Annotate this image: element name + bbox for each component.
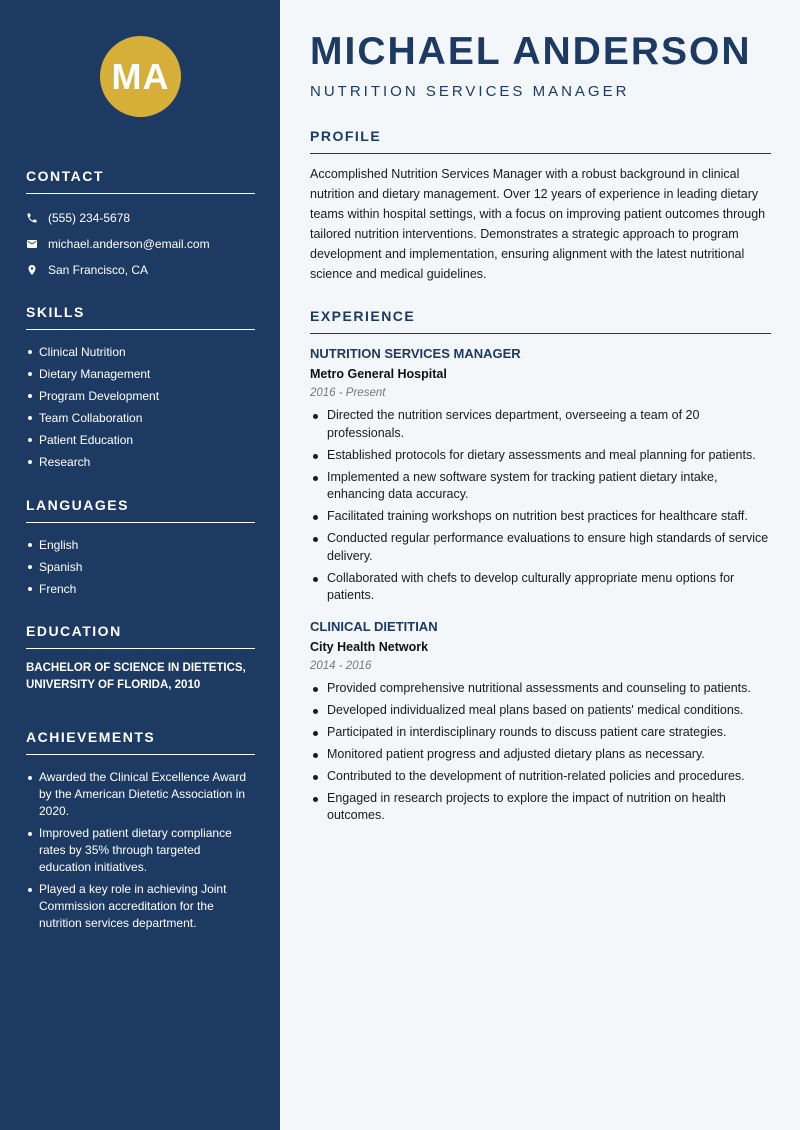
avatar: MA [100, 36, 181, 117]
education-section [26, 623, 255, 694]
job-dates: 2014 - 2016 [310, 659, 372, 672]
skill-item: Patient Education [26, 429, 255, 451]
skill-item: Team Collaboration [26, 407, 255, 429]
skill-item: Program Development [26, 385, 255, 407]
job-company: City Health Network [310, 639, 429, 654]
language-item: English [26, 534, 255, 556]
contact-phone [26, 205, 255, 231]
location-pin-icon [26, 264, 48, 276]
language-item: French [26, 578, 255, 600]
job-role-subtitle: NUTRITION SERVICES MANAGER [310, 83, 630, 100]
contact-section [26, 168, 255, 283]
achievement-item: Awarded the Clinical Excellence Award by the American Dietetic Association in 2020. [26, 769, 255, 820]
job-title: CLINICAL DIETITIAN [310, 618, 438, 634]
job-bullet: Collaborated with chefs to develop culturally appropriate menu options for patients. [310, 570, 771, 605]
languages-list [26, 534, 255, 600]
contact-phone-text: (555) 234-5678 [48, 211, 131, 225]
job-bullet: Established protocols for dietary assessments and meal planning for patients. [310, 447, 771, 465]
contact-email-text: michael.anderson@email.com [48, 237, 210, 251]
contact-location [26, 257, 255, 283]
contact-location-text: San Francisco, CA [48, 263, 149, 277]
job-bullet: Provided comprehensive nutritional assessments and counseling to patients. [310, 680, 771, 698]
achievements-section [26, 729, 255, 937]
profile-section [310, 128, 771, 284]
job-bullet: Monitored patient progress and adjusted dietary plans as necessary. [310, 746, 771, 764]
job-entry [310, 619, 771, 825]
job-bullet: Engaged in research projects to explore the impact of nutrition on health outcomes. [310, 790, 771, 825]
job-bullets [310, 680, 771, 825]
job-bullet: Contributed to the development of nutrition-related policies and procedures. [310, 768, 771, 786]
sidebar [0, 0, 280, 1130]
job-bullet: Implemented a new software system for tracking patient dietary intake, enhancing data accuracy. [310, 469, 771, 504]
job-company: Metro General Hospital [310, 367, 447, 381]
job-title: NUTRITION SERVICES MANAGER [310, 346, 521, 361]
achievements-heading: ACHIEVEMENTS [26, 729, 255, 755]
achievement-item: Improved patient dietary compliance rates by 35% through targeted education initiatives. [26, 825, 255, 876]
contact-email [26, 231, 255, 257]
skill-item: Clinical Nutrition [26, 341, 255, 363]
phone-icon [26, 212, 48, 224]
profile-text: Accomplished Nutrition Services Manager with a robust background in clinical nutrition and dietary management. Over 12 years of experience in leading dietary teams within hospital settings, with a focus on improving patient outcomes through tailored nutrition interventions. Demonstrates a strategic approach to program development and implementation, ensuring alignment with the latest nutritional science and medical guidelines. [310, 167, 766, 281]
skills-heading: SKILLS [26, 304, 255, 330]
contact-heading: CONTACT [26, 168, 255, 194]
skill-item: Research [26, 451, 255, 473]
job-bullet: Directed the nutrition services department, overseeing a team of 20 professionals. [310, 407, 771, 442]
achievement-item: Played a key role in achieving Joint Commission accreditation for the nutrition services department. [26, 881, 255, 932]
job-bullet: Facilitated training workshops on nutrition best practices for healthcare staff. [310, 508, 771, 526]
languages-heading: LANGUAGES [26, 497, 255, 523]
experience-heading: EXPERIENCE [310, 308, 771, 334]
job-bullet: Conducted regular performance evaluations to ensure high standards of service delivery. [310, 530, 771, 565]
education-heading: EDUCATION [26, 623, 255, 649]
job-bullet: Participated in interdisciplinary rounds to discuss patient care strategies. [310, 724, 771, 742]
skills-section [26, 304, 255, 473]
profile-heading: PROFILE [310, 128, 771, 154]
page-title: MICHAEL ANDERSON [310, 30, 752, 73]
education-school: UNIVERSITY OF FLORIDA, 2010 [26, 679, 201, 691]
job-bullet: Developed individualized meal plans based on patients' medical conditions. [310, 702, 771, 720]
education-degree: BACHELOR OF SCIENCE IN DIETETICS, [26, 662, 246, 674]
skill-item: Dietary Management [26, 363, 255, 385]
experience-section [310, 308, 771, 829]
languages-section [26, 497, 255, 600]
skills-list [26, 341, 255, 473]
job-dates: 2016 - Present [310, 387, 386, 399]
language-item: Spanish [26, 556, 255, 578]
job-entry [310, 346, 771, 605]
job-bullets [310, 407, 771, 605]
email-icon [26, 238, 48, 250]
achievements-list [26, 769, 255, 932]
